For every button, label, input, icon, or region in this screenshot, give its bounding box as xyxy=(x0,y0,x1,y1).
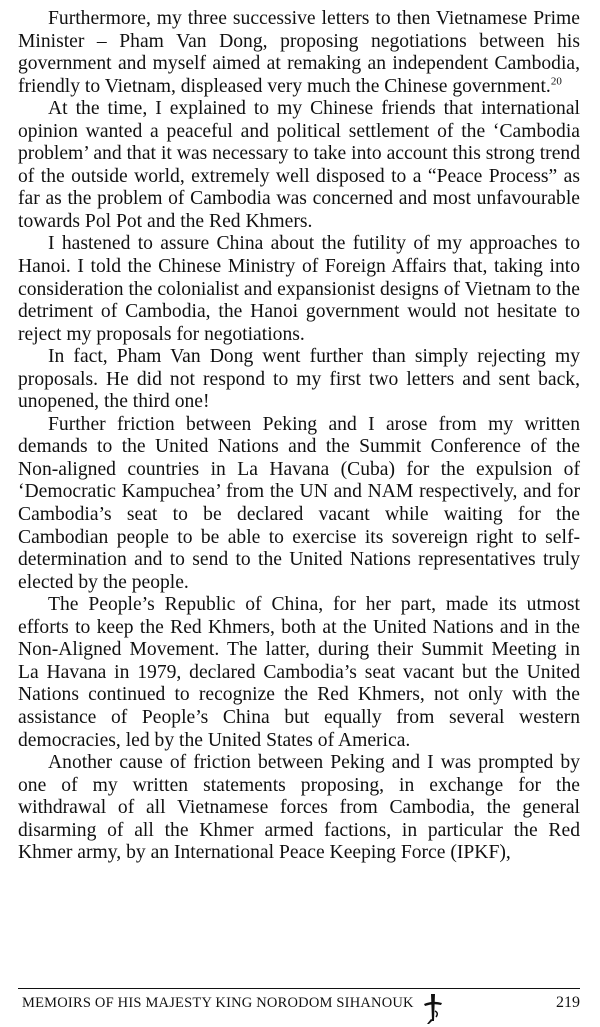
paragraph-2: At the time, I explained to my Chinese friends that international opinion wanted a peaceful and political settlement of the ‘Cambodia problem’ and that it was necessary to take into account this strong trend of the outside world, extremely well disposed to a “Peace Process” as far as the problem of Cambodia was concerned and most unfavourable towards Pol Pot and the Red Khmers. xyxy=(18,98,580,232)
paragraph-1 xyxy=(18,8,580,98)
footnote-marker[interactable]: 20 xyxy=(550,75,562,88)
running-footer-title: MEMOIRS OF HIS MAJESTY KING NORODOM SIHANOUK xyxy=(22,995,414,1011)
paragraph-5: Further friction between Peking and I arose from my written demands to the United Nations and the Summit Conference of the Non-aligned countries in La Havana (Cuba) for the expulsion of ‘Democratic Kampuchea’ from the UN and NAM respectively, and for Cambodia’s seat to be declared vacant while waiting for the Cambodian people to be able to exercise its sovereign right to self-determination and to send to the United Nations representatives truly elected by the people. xyxy=(18,413,580,593)
paragraph-text: Furthermore, my three successive letters to then Vietnamese Prime Minister – Pham Van Dong, proposing negotiations between his government and myself aimed at remaking an independent Cambodia, friendly to Vietnam, displeased very much the Chinese government. xyxy=(18,8,580,97)
paragraph-7: Another cause of friction between Peking and I was prompted by one of my written statements proposing, in exchange for the withdrawal of all Vietnamese forces from Cambodia, the general disarming of all the Khmer armed factions, in particular the Red Khmer army, by an International Peace Keeping Force (IPKF), xyxy=(18,752,580,864)
paragraph-4: In fact, Pham Van Dong went further than simply rejecting my proposals. He did not respond to my first two letters and sent back, unopened, the third one! xyxy=(18,346,580,413)
paragraph-6: The People’s Republic of China, for her part, made its utmost efforts to keep the Red Khmers, both at the United Nations and in the Non-Aligned Movement. The latter, during their Summit Meeting in La Havana in 1979, declared Cambodia’s seat vacant but the United Nations continued to recognize the Red Khmers, not only with the assistance of People’s China but equally from several western democracies, led by the United States of America. xyxy=(18,594,580,751)
royal-emblem-icon xyxy=(422,991,444,1025)
page-body xyxy=(18,8,580,865)
paragraph-3: I hastened to assure China about the futility of my approaches to Hanoi. I told the Chinese Ministry of Foreign Affairs that, taking into consideration the colonialist and expansionist designs of Vietnam to the detriment of Cambodia, the Hanoi government would not hesitate to reject my proposals for negotiations. xyxy=(18,233,580,345)
page-footer xyxy=(18,988,580,1011)
page-number: 219 xyxy=(556,994,580,1011)
